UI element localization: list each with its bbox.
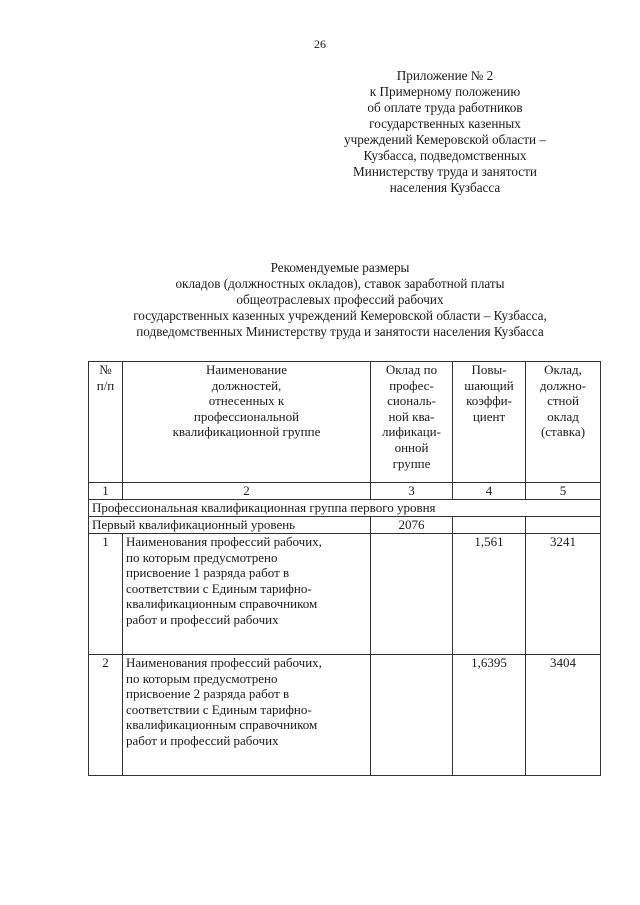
header-coef-line: Повы- [471,362,507,377]
row-salary: 3241 [526,534,601,655]
table-row [89,534,601,655]
row-salary: 3404 [526,655,601,776]
column-number: 4 [453,483,526,500]
header-num [89,362,123,483]
row-num: 2 [89,655,123,776]
salary-table [88,361,601,776]
header-base-line: сиональ- [387,393,436,409]
header-base-line: Оклад по [385,362,438,377]
header-salary [526,362,601,483]
header-salary-line: стной [547,393,579,409]
row-name-line: соответствии с Единым тарифно- [126,701,312,717]
header-name-line: профессиональной [193,408,300,424]
row-num: 1 [89,534,123,655]
level-title: Первый квалификационный уровень [89,517,371,534]
header-coefficient [453,362,526,483]
level-salary-empty [526,517,601,534]
table-row [89,655,601,776]
level-row [89,517,601,534]
row-name-line: соответствии с Единым тарифно- [126,580,312,596]
appendix-note [320,68,570,196]
header-name-line: Наименование [206,362,287,377]
appendix-line: Министерству труда и занятости [353,164,537,179]
header-name-line: должностей, [211,377,282,393]
header-base-line: группе [392,455,431,471]
column-number: 2 [123,483,371,500]
header-name-line: отнесенных к [208,393,285,409]
appendix-line: об оплате труда работников [367,100,523,115]
row-base [371,534,453,655]
group-row [89,500,601,517]
header-base-salary [371,362,453,483]
header-name-line: квалификационной группе [172,424,321,440]
header-name [123,362,371,483]
title-line: государственных казенных учреждений Кемеровской области – Кузбасса, [133,308,547,323]
row-name-line: Наименования профессий рабочих, [126,655,322,670]
title-line: общеотраслевых профессий рабочих [236,292,444,307]
column-number: 5 [526,483,601,500]
row-name-line: присвоение 2 разряда работ в [126,686,290,702]
level-base-salary: 2076 [371,517,453,534]
row-name-line: Наименования профессий рабочих, [126,534,322,549]
row-name-line: квалификационным справочником [126,717,318,733]
header-base-line: лификаци- [382,424,441,440]
title-line: Рекомендуемые размеры [270,260,410,275]
header-salary-line: Оклад, [544,362,582,377]
header-num-line: п/п [96,377,115,393]
header-base-line: профес- [389,377,434,393]
header-salary-line: должно- [539,377,587,393]
row-name-line: работ и профессий рабочих [126,611,279,627]
row-name-line: квалификационным справочником [126,596,318,612]
row-coefficient: 1,6395 [453,655,526,776]
appendix-line: государственных казенных [369,116,521,131]
appendix-line: Кузбасса, подведомственных [363,148,527,163]
header-coef-line: циент [472,408,506,424]
header-base-line: онной [394,439,429,455]
level-coef-empty [453,517,526,534]
appendix-line: Приложение № 2 [396,68,494,83]
appendix-line: к Примерному положению [369,84,521,99]
header-coef-line: шающий [464,377,514,393]
row-name-line: по которым предусмотрено [126,670,278,686]
appendix-line: населения Кузбасса [389,180,501,195]
title-line: подведомственных Министерству труда и занятости населения Кузбасса [136,324,544,339]
header-num-line: № [99,362,112,377]
header-base-line: ной ква- [388,408,435,424]
page-number: 26 [314,37,326,51]
row-name [123,655,371,776]
header-salary-line: оклад [547,408,579,424]
row-name-line: работ и профессий рабочих [126,732,279,748]
column-number: 3 [371,483,453,500]
row-name-line: присвоение 1 разряда работ в [126,565,290,581]
row-coefficient: 1,561 [453,534,526,655]
table-header-row [89,362,601,483]
row-name [123,534,371,655]
row-base [371,655,453,776]
header-coef-line: коэффи- [466,393,512,409]
group-title: Профессиональная квалификационная группа первого уровня [89,500,601,517]
appendix-line: учреждений Кемеровской области – [343,132,546,147]
column-number-row [89,483,601,500]
row-name-line: по которым предусмотрено [126,549,278,565]
document-title [80,260,600,340]
header-salary-line: (ставка) [540,424,586,440]
column-number: 1 [89,483,123,500]
title-line: окладов (должностных окладов), ставок заработной платы [175,276,505,291]
